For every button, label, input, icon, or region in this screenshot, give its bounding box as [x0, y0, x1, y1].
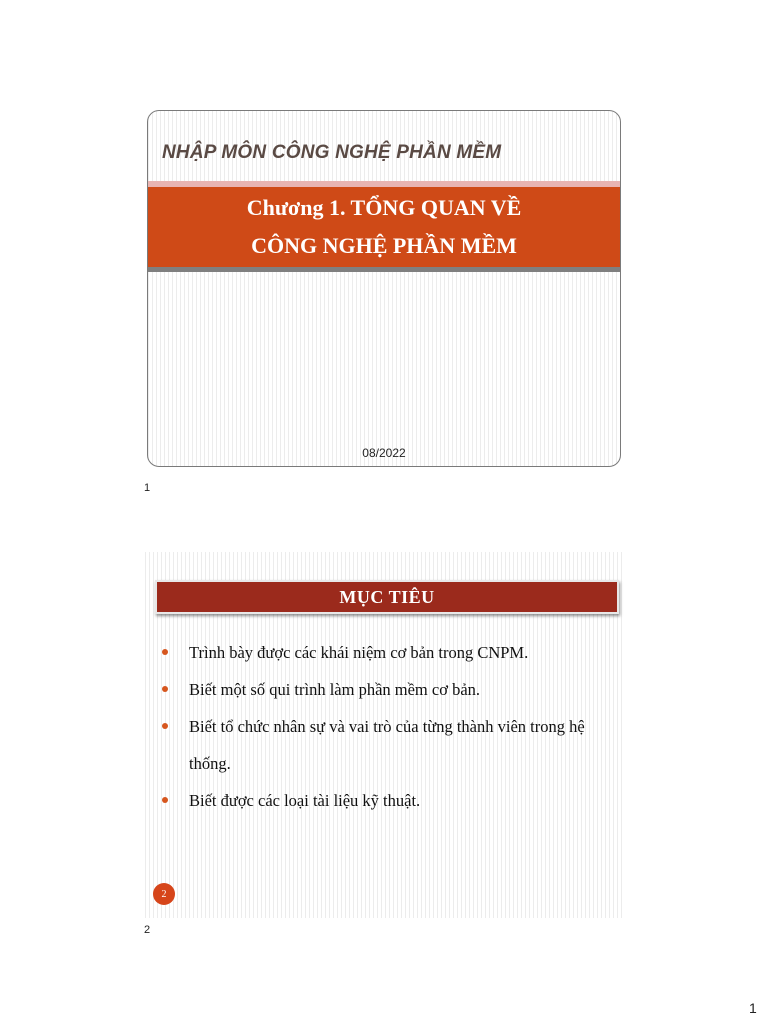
- slide-number-badge: 2: [153, 883, 175, 905]
- bullet-dot-icon: [162, 649, 168, 655]
- bullet-dot-icon: [162, 723, 168, 729]
- slide-1: [147, 110, 621, 467]
- slide-2: [145, 552, 624, 918]
- page-number: 1: [749, 1000, 757, 1016]
- objectives-header: [155, 580, 619, 614]
- slide-1-label: 1: [144, 482, 151, 494]
- course-title: NHẬP MÔN CÔNG NGHỆ PHẦN MỀM: [162, 142, 502, 163]
- bullet-dot-icon: [162, 686, 168, 692]
- objectives-list: [162, 634, 612, 819]
- grey-divider: [148, 267, 620, 272]
- chapter-title-line-2: CÔNG NGHỆ PHẦN MỀM: [251, 233, 517, 258]
- objective-item: [162, 708, 612, 782]
- bullet-dot-icon: [162, 797, 168, 803]
- objective-text: Trình bày được các khái niệm cơ bản trong CNPM.: [189, 643, 529, 662]
- objective-item: [162, 634, 612, 671]
- slide-date: 08/2022: [362, 446, 406, 460]
- slide-2-label: 2: [144, 924, 151, 936]
- objective-item: [162, 782, 612, 819]
- objective-text: Biết một số qui trình làm phần mềm cơ bản.: [189, 680, 481, 699]
- chapter-title-band: [148, 187, 620, 267]
- objective-text: Biết được các loại tài liệu kỹ thuật.: [189, 791, 421, 810]
- objective-item: [162, 671, 612, 708]
- objective-text: Biết tổ chức nhân sự và vai trò của từng thành viên trong hệ thống.: [189, 717, 585, 773]
- objectives-title: MỤC TIÊU: [339, 586, 435, 607]
- chapter-title-line-1: Chương 1. TỔNG QUAN VỀ: [246, 195, 522, 220]
